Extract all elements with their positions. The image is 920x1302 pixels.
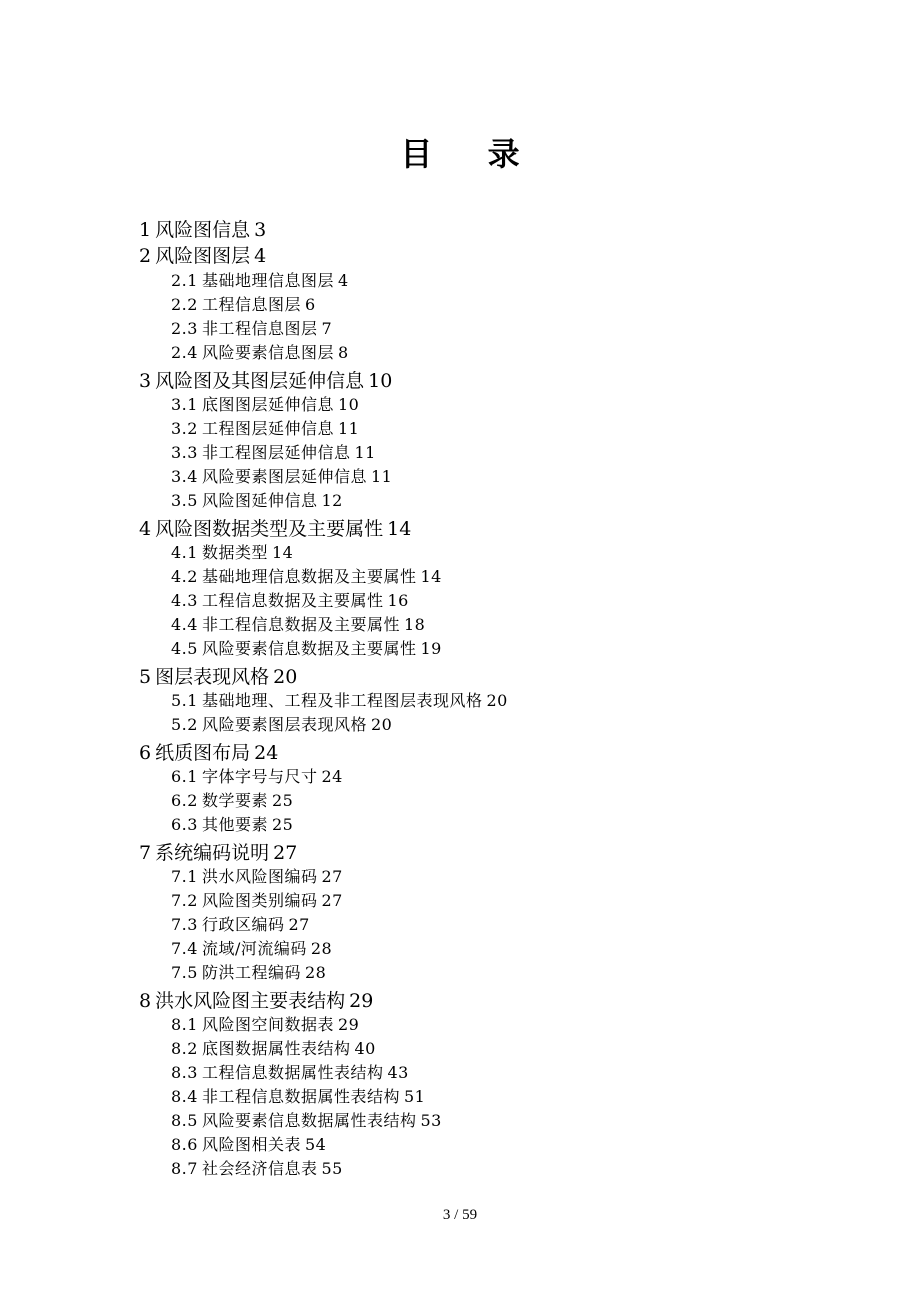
toc-entry-page: 8	[337, 343, 349, 362]
toc-entry-page: 55	[321, 1159, 343, 1178]
toc-entry-page: 53	[420, 1111, 442, 1130]
toc-entry-number: 4.1	[171, 543, 198, 562]
toc-entry-number: 6.2	[171, 791, 198, 810]
toc-entry-page: 11	[337, 419, 360, 438]
toc-entry-title: 数据类型	[201, 543, 268, 562]
toc-entry-page: 40	[354, 1039, 376, 1058]
toc-entry-page: 14	[387, 518, 412, 540]
toc-section-entry[interactable]	[171, 1062, 409, 1084]
toc-entry-page: 20	[273, 666, 298, 688]
toc-entry-number: 8.4	[171, 1087, 198, 1106]
toc-chapter-entry[interactable]	[139, 243, 266, 269]
toc-entry-title: 基础地理、工程及非工程图层表现风格	[201, 691, 483, 710]
toc-section-entry[interactable]	[171, 790, 293, 812]
toc-entry-page: 25	[271, 815, 294, 834]
toc-section-entry[interactable]	[171, 442, 376, 464]
toc-entry-title: 风险要素图层延伸信息	[201, 467, 367, 486]
toc-entry-title: 基础地理信息图层	[201, 271, 334, 290]
toc-entry-number: 6	[139, 742, 152, 764]
toc-section-entry[interactable]	[171, 1158, 343, 1180]
toc-entry-page: 10	[337, 395, 360, 414]
toc-entry-title: 风险图及其图层延伸信息	[155, 370, 365, 392]
toc-entry-page: 4	[337, 271, 349, 290]
toc-entry-page: 14	[271, 543, 294, 562]
toc-entry-number: 7.4	[171, 939, 198, 958]
toc-entry-number: 4	[139, 518, 152, 540]
toc-entry-number: 7.1	[171, 867, 198, 886]
toc-entry-page: 11	[370, 467, 393, 486]
page-number-footer: 3 / 59	[442, 1207, 478, 1223]
toc-entry-title: 风险图图层	[155, 245, 251, 267]
toc-entry-page: 4	[254, 245, 267, 267]
toc-entry-title: 风险要素图层表现风格	[201, 715, 367, 734]
toc-section-entry[interactable]	[171, 938, 332, 960]
toc-entry-number: 2.1	[171, 271, 198, 290]
toc-entry-number: 2.2	[171, 295, 198, 314]
toc-chapter-entry[interactable]	[139, 740, 278, 766]
toc-entry-number: 3.3	[171, 443, 198, 462]
toc-entry-page: 51	[403, 1087, 426, 1106]
toc-entry-number: 4.4	[171, 615, 198, 634]
toc-entry-number: 6.1	[171, 767, 198, 786]
toc-entry-page: 3	[254, 219, 267, 241]
toc-entry-title: 风险图空间数据表	[201, 1015, 334, 1034]
toc-section-entry[interactable]	[171, 766, 343, 788]
toc-chapter-entry[interactable]	[139, 217, 266, 243]
toc-entry-page: 12	[321, 491, 343, 510]
toc-entry-number: 4.5	[171, 639, 198, 658]
toc-entry-number: 8.7	[171, 1159, 198, 1178]
toc-entry-title: 非工程图层延伸信息	[201, 443, 351, 462]
toc-entry-title: 洪水风险图主要表结构	[155, 990, 346, 1012]
toc-entry-title: 风险要素信息数据及主要属性	[201, 639, 417, 658]
toc-entry-page: 11	[354, 443, 376, 462]
toc-entry-page: 24	[321, 767, 343, 786]
toc-entry-number: 5.2	[171, 715, 198, 734]
toc-entry-title: 流域/河流编码	[201, 939, 307, 958]
toc-entry-title: 非工程信息图层	[201, 319, 318, 338]
toc-section-entry[interactable]	[171, 418, 359, 440]
toc-entry-page: 27	[321, 891, 343, 910]
toc-chapter-entry[interactable]	[139, 840, 297, 866]
toc-entry-number: 5.1	[171, 691, 198, 710]
toc-entry-number: 7.2	[171, 891, 198, 910]
toc-entry-page: 19	[420, 639, 442, 658]
toc-entry-title: 非工程信息数据及主要属性	[201, 615, 400, 634]
toc-entry-page: 27	[273, 842, 298, 864]
toc-entry-page: 29	[337, 1015, 360, 1034]
toc-entry-page: 43	[387, 1063, 409, 1082]
toc-section-entry[interactable]	[171, 342, 349, 364]
toc-entry-page: 28	[304, 963, 327, 982]
toc-entry-page: 6	[304, 295, 316, 314]
toc-entry-page: 20	[486, 691, 508, 710]
toc-entry-title: 其他要素	[201, 815, 268, 834]
toc-entry-number: 4.2	[171, 567, 198, 586]
toc-section-entry[interactable]	[171, 490, 343, 512]
toc-section-entry[interactable]	[171, 394, 359, 416]
toc-entry-number: 2.3	[171, 319, 198, 338]
toc-section-entry[interactable]	[171, 1086, 425, 1108]
toc-entry-title: 工程信息数据及主要属性	[201, 591, 384, 610]
toc-chapter-entry[interactable]	[139, 368, 392, 394]
toc-chapter-entry[interactable]	[139, 516, 411, 542]
toc-entry-number: 8.3	[171, 1063, 198, 1082]
toc-entry-number: 8.2	[171, 1039, 198, 1058]
toc-entry-title: 防洪工程编码	[201, 963, 301, 982]
toc-entry-page: 29	[349, 990, 374, 1012]
toc-entry-number: 7.5	[171, 963, 198, 982]
toc-entry-page: 54	[304, 1135, 327, 1154]
toc-entry-number: 7.3	[171, 915, 198, 934]
toc-entry-title: 工程信息数据属性表结构	[201, 1063, 384, 1082]
toc-entry-number: 3.2	[171, 419, 198, 438]
toc-entry-page: 16	[387, 591, 409, 610]
toc-entry-page: 10	[368, 370, 393, 392]
toc-entry-number: 3.4	[171, 467, 198, 486]
toc-entry-number: 3.1	[171, 395, 198, 414]
page-title: 目 录	[400, 135, 542, 173]
toc-section-entry[interactable]	[171, 962, 326, 984]
toc-entry-number: 8.6	[171, 1135, 198, 1154]
toc-entry-title: 底图图层延伸信息	[201, 395, 334, 414]
toc-entry-title: 风险要素信息数据属性表结构	[201, 1111, 417, 1130]
toc-entry-title: 基础地理信息数据及主要属性	[201, 567, 417, 586]
toc-entry-title: 数学要素	[201, 791, 268, 810]
toc-section-entry[interactable]	[171, 566, 442, 588]
toc-entry-page: 27	[321, 867, 343, 886]
toc-entry-title: 风险图相关表	[201, 1135, 301, 1154]
toc-section-entry[interactable]	[171, 318, 332, 340]
toc-entry-title: 底图数据属性表结构	[201, 1039, 351, 1058]
toc-section-entry[interactable]	[171, 690, 508, 712]
toc-entry-number: 3	[139, 370, 152, 392]
toc-entry-number: 3.5	[171, 491, 198, 510]
toc-section-entry[interactable]	[171, 1038, 376, 1060]
toc-entry-title: 风险图信息	[155, 219, 251, 241]
toc-section-entry[interactable]	[171, 914, 310, 936]
toc-entry-title: 工程信息图层	[201, 295, 301, 314]
toc-entry-title: 风险图延伸信息	[201, 491, 318, 510]
toc-entry-page: 28	[310, 939, 333, 958]
toc-section-entry[interactable]	[171, 638, 442, 660]
toc-entry-number: 2.4	[171, 343, 198, 362]
toc-entry-page: 25	[271, 791, 294, 810]
toc-entry-page: 7	[321, 319, 333, 338]
toc-entry-number: 2	[139, 245, 152, 267]
toc-entry-number: 8.1	[171, 1015, 198, 1034]
toc-entry-title: 工程图层延伸信息	[201, 419, 334, 438]
toc-entry-page: 27	[288, 915, 310, 934]
toc-section-entry[interactable]	[171, 466, 392, 488]
toc-section-entry[interactable]	[171, 814, 293, 836]
toc-entry-title: 图层表现风格	[155, 666, 270, 688]
toc-entry-number: 7	[139, 842, 152, 864]
toc-entry-title: 洪水风险图编码	[201, 867, 318, 886]
toc-entry-number: 6.3	[171, 815, 198, 834]
toc-section-entry[interactable]	[171, 714, 392, 736]
toc-entry-page: 14	[420, 567, 442, 586]
toc-entry-title: 字体字号与尺寸	[201, 767, 318, 786]
toc-section-entry[interactable]	[171, 542, 293, 564]
toc-entry-page: 20	[370, 715, 393, 734]
toc-entry-number: 8	[139, 990, 152, 1012]
toc-entry-number: 5	[139, 666, 152, 688]
toc-entry-number: 4.3	[171, 591, 198, 610]
toc-section-entry[interactable]	[171, 1110, 442, 1132]
toc-entry-title: 非工程信息数据属性表结构	[201, 1087, 400, 1106]
toc-section-entry[interactable]	[171, 866, 343, 888]
toc-entry-title: 行政区编码	[201, 915, 285, 934]
toc-entry-title: 纸质图布局	[155, 742, 251, 764]
toc-chapter-entry[interactable]	[139, 664, 297, 690]
toc-entry-title: 风险图数据类型及主要属性	[155, 518, 384, 540]
toc-entry-title: 社会经济信息表	[201, 1159, 318, 1178]
toc-entry-title: 风险图类别编码	[201, 891, 318, 910]
toc-entry-title: 系统编码说明	[155, 842, 270, 864]
toc-section-entry[interactable]	[171, 890, 343, 912]
toc-entry-number: 1	[139, 219, 152, 241]
toc-section-entry[interactable]	[171, 590, 409, 612]
toc-section-entry[interactable]	[171, 614, 425, 636]
toc-entry-page: 18	[403, 615, 426, 634]
toc-section-entry[interactable]	[171, 270, 349, 292]
toc-section-entry[interactable]	[171, 1134, 326, 1156]
toc-entry-title: 风险要素信息图层	[201, 343, 334, 362]
toc-section-entry[interactable]	[171, 294, 316, 316]
toc-chapter-entry[interactable]	[139, 988, 373, 1014]
toc-section-entry[interactable]	[171, 1014, 359, 1036]
toc-entry-page: 24	[254, 742, 279, 764]
toc-entry-number: 8.5	[171, 1111, 198, 1130]
